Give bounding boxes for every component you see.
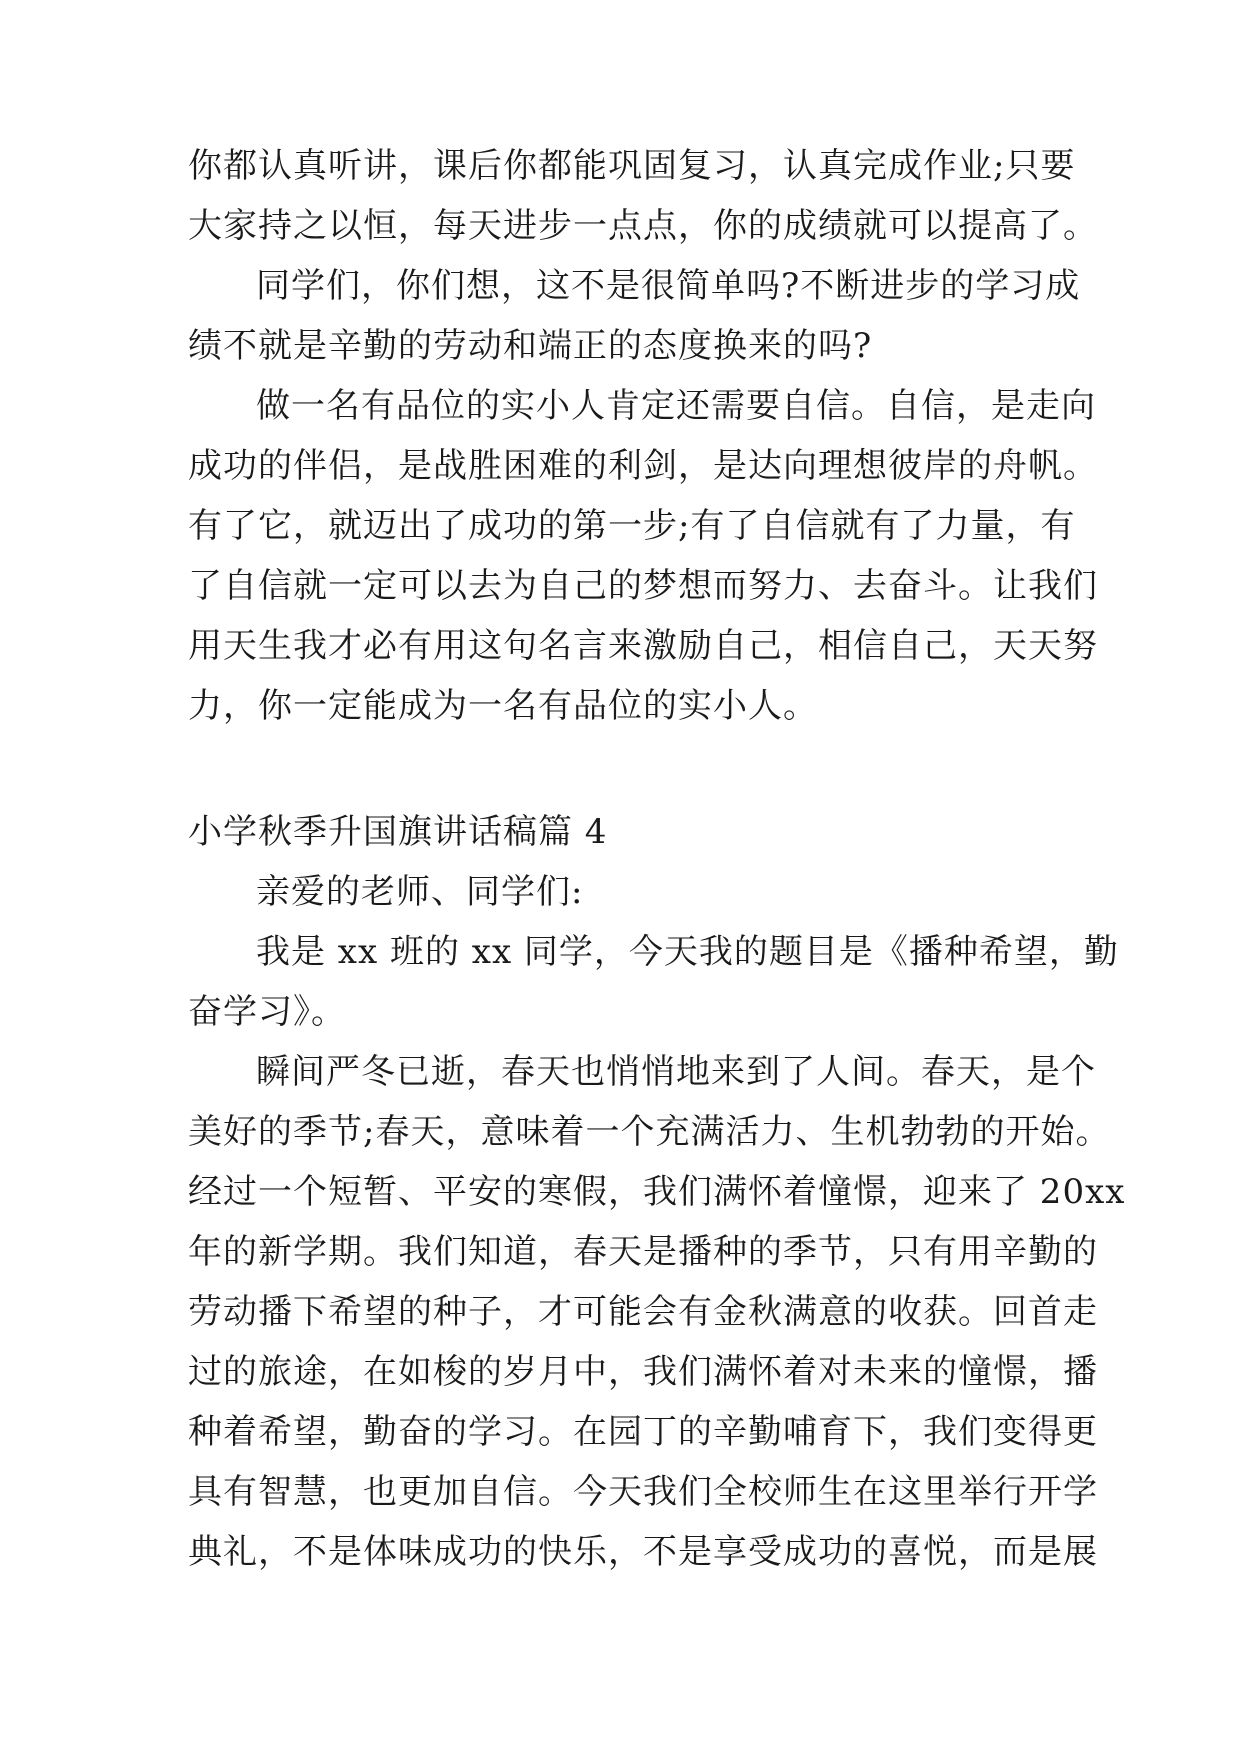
paragraph-line: 同学们，你们想，这不是很简单吗?不断进步的学习成 (256, 266, 1081, 306)
paragraph-line: 经过一个短暂、平安的寒假，我们满怀着憧憬，迎来了 20xx (188, 1172, 1126, 1212)
paragraph-line: 做一名有品位的实小人肯定还需要自信。自信，是走向 (256, 386, 1096, 426)
text-block-2 (188, 802, 1126, 1582)
paragraph-line: 具有智慧，也更加自信。今天我们全校师生在这里举行开学 (188, 1472, 1098, 1512)
paragraph-line: 年的新学期。我们知道，春天是播种的季节，只有用辛勤的 (188, 1232, 1098, 1272)
paragraph-line: 亲爱的老师、同学们: (256, 872, 584, 912)
paragraph-line: 典礼，不是体味成功的快乐，不是享受成功的喜悦，而是展 (188, 1532, 1098, 1572)
paragraph-line: 过的旅途，在如梭的岁月中，我们满怀着对未来的憧憬，播 (188, 1352, 1098, 1392)
paragraph-line: 你都认真听讲，课后你都能巩固复习，认真完成作业;只要 (188, 146, 1076, 186)
paragraph-line: 劳动播下希望的种子，才可能会有金秋满意的收获。回首走 (188, 1292, 1098, 1332)
section-heading: 小学秋季升国旗讲话稿篇 4 (188, 812, 608, 852)
paragraph-line: 我是 xx 班的 xx 同学，今天我的题目是《播种希望，勤 (256, 932, 1119, 972)
paragraph-line: 奋学习》。 (188, 992, 346, 1032)
paragraph-line: 美好的季节;春天，意味着一个充满活力、生机勃勃的开始。 (188, 1112, 1111, 1152)
text-block-1 (188, 136, 1098, 736)
paragraph-line: 大家持之以恒，每天进步一点点，你的成绩就可以提高了。 (188, 206, 1098, 246)
paragraph-line: 种着希望，勤奋的学习。在园丁的辛勤哺育下，我们变得更 (188, 1412, 1098, 1452)
paragraph-line: 有了它，就迈出了成功的第一步;有了自信就有了力量，有 (188, 506, 1076, 546)
paragraph-line: 瞬间严冬已逝，春天也悄悄地来到了人间。春天，是个 (256, 1052, 1096, 1092)
paragraph-line: 绩不就是辛勤的劳动和端正的态度换来的吗? (188, 326, 873, 366)
paragraph-line: 了自信就一定可以去为自己的梦想而努力、去奋斗。让我们 (188, 566, 1098, 606)
paragraph-line: 力，你一定能成为一名有品位的实小人。 (188, 686, 818, 726)
paragraph-line: 成功的伴侣，是战胜困难的利剑，是达向理想彼岸的舟帆。 (188, 446, 1098, 486)
paragraph-line: 用天生我才必有用这句名言来激励自己，相信自己，天天努 (188, 626, 1098, 666)
